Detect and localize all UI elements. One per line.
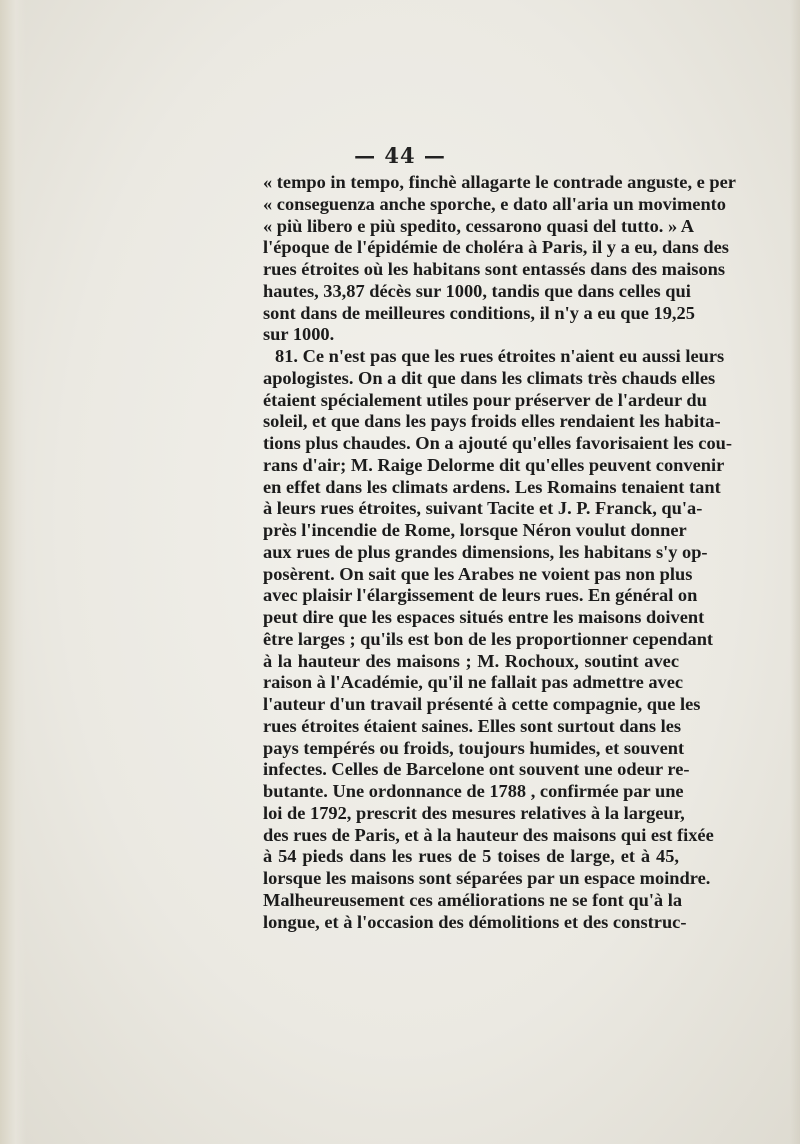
text-line: l'époque de l'épidémie de choléra à Paris, il y a eu, dans des: [263, 237, 729, 258]
page-number: — 44 —: [354, 143, 446, 168]
text-line: près l'incendie de Rome, lorsque Néron voulut donner: [263, 520, 687, 540]
text-line: Malheureusement ces améliorations ne se font qu'à la: [263, 889, 683, 910]
text-line: rans d'air; M. Raige Delorme dit qu'elles peuvent convenir: [263, 454, 725, 475]
text-line: à leurs rues étroites, suivant Tacite et J. P. Franck, qu'a-: [263, 498, 703, 519]
body-text: [263, 172, 736, 933]
text-line: étaient spécialement utiles pour préserver de l'ardeur du: [263, 389, 707, 410]
text-line: en effet dans les climats ardens. Les Romains tenaient tant: [263, 476, 721, 497]
paragraph-start-line: 81. Ce n'est pas que les rues étroites n'aient eu aussi leurs: [275, 346, 725, 366]
text-line: à la hauteur des maisons ; M. Rochoux, soutint avec: [263, 650, 679, 671]
text-line: l'auteur d'un travail présenté à cette compagnie, que les: [263, 694, 701, 714]
page-edge-shadow: [790, 0, 800, 1144]
text-line: hautes, 33,87 décès sur 1000, tandis que dans celles qui: [263, 280, 691, 301]
text-line: sont dans de meilleures conditions, il n'y a eu que 19,25: [263, 302, 695, 323]
text-line: « tempo in tempo, finchè allagarte le contrade anguste, e per: [263, 172, 736, 192]
text-line: être larges ; qu'ils est bon de les proportionner cependant: [263, 628, 714, 649]
text-line: soleil, et que dans les pays froids elles rendaient les habita-: [263, 411, 721, 432]
text-line: pays tempérés ou froids, toujours humides, et souvent: [263, 737, 685, 758]
text-line: butante. Une ordonnance de 1788 , confirmée par une: [263, 781, 684, 801]
text-line: à 54 pieds dans les rues de 5 toises de large, et à 45,: [263, 846, 679, 867]
text-line: rues étroites étaient saines. Elles sont surtout dans les: [263, 715, 682, 736]
text-line: avec plaisir l'élargissement de leurs rues. En général on: [263, 585, 698, 606]
text-line: « conseguenza anche sporche, e dato all'aria un movimento: [263, 193, 726, 214]
text-line: loi de 1792, prescrit des mesures relatives à la largeur,: [263, 802, 685, 823]
text-line: apologistes. On a dit que dans les climats très chauds elles: [263, 367, 716, 388]
text-line: tions plus chaudes. On a ajouté qu'elles favorisaient les cou-: [263, 433, 732, 453]
text-line: longue, et à l'occasion des démolitions et des construc-: [263, 911, 687, 932]
text-line: « più libero e più spedito, cessarono quasi del tutto. » A: [263, 215, 695, 236]
text-line: lorsque les maisons sont séparées par un espace moindre.: [263, 868, 711, 888]
text-line: rues étroites où les habitans sont entassés dans des maisons: [263, 259, 726, 279]
text-line: aux rues de plus grandes dimensions, les habitans s'y op-: [263, 541, 708, 562]
text-line: sur 1000.: [263, 324, 335, 345]
text-line: infectes. Celles de Barcelone ont souvent une odeur re-: [263, 759, 690, 780]
text-line: peut dire que les espaces situés entre les maisons doivent: [263, 607, 705, 627]
text-line: des rues de Paris, et à la hauteur des maisons qui est fixée: [263, 824, 714, 845]
page-gutter-shadow: [0, 0, 26, 1144]
text-line: raison à l'Académie, qu'il ne fallait pas admettre avec: [263, 672, 684, 693]
text-line: posèrent. On sait que les Arabes ne voient pas non plus: [263, 563, 693, 584]
